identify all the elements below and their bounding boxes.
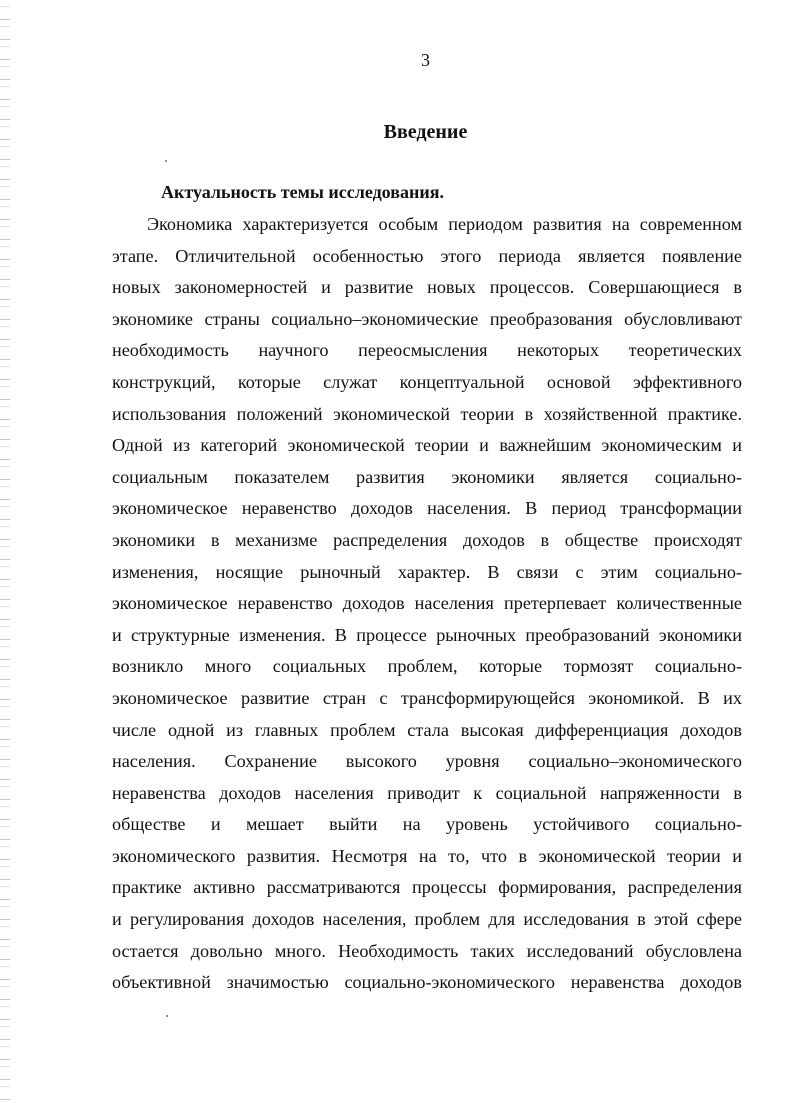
text-line: и регулирования доходов населения, проблем для исследования в этой сфере	[112, 909, 742, 930]
text-line: обществе и мешает выйти на уровень устойчивого социально-	[112, 814, 742, 835]
text-line: экономике страны социально–экономические преобразования обусловливают	[112, 308, 742, 329]
text-line: экономическое неравенство доходов населения. В период трансформации	[112, 498, 742, 519]
text-line: остается довольно много. Необходимость таких исследований обусловлена	[112, 940, 742, 961]
section-subheading: Актуальность темы исследования.	[161, 182, 444, 202]
text-line: использования положений экономической теории в хозяйственной практике.	[112, 403, 742, 424]
text-line: социальным показателем развития экономики является социально-	[112, 466, 742, 487]
text-line: конструкций, которые служат концептуальной основой эффективного	[112, 371, 742, 392]
text-line: населения. Сохранение высокого уровня социально–экономического	[112, 751, 742, 772]
page-number: 3	[421, 50, 430, 70]
scan-edge-artifact	[0, 0, 10, 1103]
text-line: экономического развития. Несмотря на то, что в экономической теории и	[112, 845, 742, 866]
scan-speck	[166, 1015, 168, 1017]
section-heading: Введение	[383, 121, 468, 143]
text-line: этапе. Отличительной особенностью этого периода является появление	[112, 245, 742, 266]
text-line: практике активно рассматриваются процессы формирования, распределения	[112, 877, 742, 898]
text-line: числе одной из главных проблем стала высокая дифференциация доходов	[112, 719, 742, 740]
text-line: и структурные изменения. В процессе рыночных преобразований экономики	[112, 624, 742, 645]
text-line: необходимость научного переосмысления некоторых теоретических	[112, 340, 742, 361]
text-line: экономики в механизме распределения доходов в обществе происходят	[112, 529, 742, 550]
scan-speck	[165, 160, 167, 162]
text-line: объективной значимостью социально-экономического неравенства доходов	[112, 972, 742, 993]
text-line: экономическое развитие стран с трансформирующейся экономикой. В их	[112, 687, 742, 708]
text-line: неравенства доходов населения приводит к социальной напряженности в	[112, 782, 742, 803]
text-line: Экономика характеризуется особым периодом развития на современном	[147, 214, 742, 234]
text-line: изменения, носящие рыночный характер. В связи с этим социально-	[112, 561, 742, 582]
text-line: экономическое неравенство доходов населения претерпевает количественные	[112, 593, 742, 614]
text-line: возникло много социальных проблем, которые тормозят социально-	[112, 656, 742, 677]
text-line: Одной из категорий экономической теории и важнейшим экономическим и	[112, 435, 742, 456]
body-text	[112, 209, 742, 999]
text-line: новых закономерностей и развитие новых процессов. Совершающиеся в	[112, 277, 742, 298]
